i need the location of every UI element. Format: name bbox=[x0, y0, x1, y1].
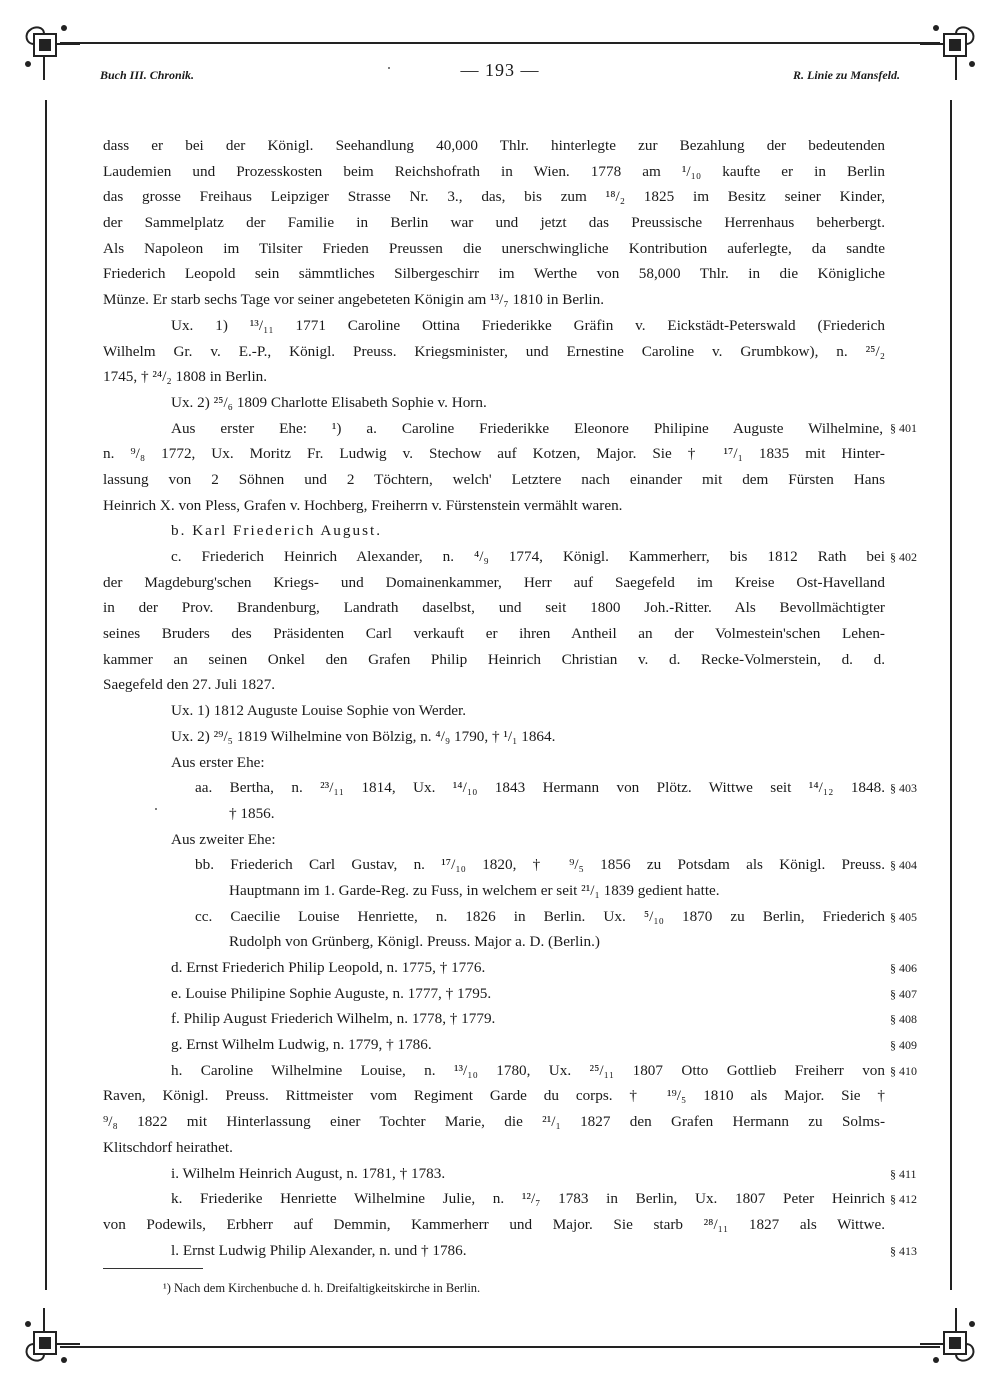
text-line: ⁹/₈ 1822 mit Hinterlassung einer Tochter Marie, die ²¹/₁ 1827 den Grafen Hermann zu Solms- bbox=[103, 1113, 885, 1131]
section-ref-404: § 404 bbox=[890, 858, 917, 872]
text-line: lassung von 2 Söhnen und 2 Töchtern, welch' Letztere nach einander mit dem Fürsten Hans bbox=[103, 470, 885, 488]
section-ref-410: § 410 bbox=[890, 1064, 917, 1078]
text-line: der Sammelplatz der Familie in Berlin war und jetzt das Preussische Herrenhaus beherbergt. bbox=[103, 214, 885, 232]
text-line: n. ⁹/₈ 1772, Ux. Moritz Fr. Ludwig v. Stechow auf Kotzen, Major. Sie † ¹⁷/₁ 1835 mit Hinter- bbox=[103, 445, 885, 463]
text-line: das grosse Freihaus Leipziger Strasse Nr. 3., das, bis zum ¹⁸/₂ 1825 im Besitz seiner Kinder, bbox=[103, 188, 885, 206]
text-line: Aus zweiter Ehe: bbox=[171, 830, 276, 848]
corner-ornament-bottom-left-icon bbox=[20, 1308, 80, 1368]
text-line: in der Prov. Brandenburg, Landrath daselbst, und seit 1800 Joh.-Ritter. Als Bevollmächtigter bbox=[103, 599, 885, 617]
text-line: aa. Bertha, n. ²³/₁₁ 1814, Ux. ¹⁴/₁₀ 1843 Hermann von Plötz. Wittwe seit ¹⁴/₁₂ 1848. bbox=[195, 779, 885, 797]
text-line: Hauptmann im 1. Garde-Reg. zu Fuss, in welchem er seit ²¹/₁ 1839 gedient hatte. bbox=[229, 881, 720, 899]
frame-left-line bbox=[45, 100, 47, 1290]
text-line: Rudolph von Grünberg, Königl. Preuss. Major a. D. (Berlin.) bbox=[229, 933, 600, 951]
text-line: kammer an seinen Onkel den Grafen Philip Heinrich Christian v. d. Recke-Volmerstein, d. d. bbox=[103, 650, 885, 668]
section-ref-403: § 403 bbox=[890, 781, 917, 795]
frame-right-line bbox=[950, 100, 952, 1290]
text-line: Saegefeld den 27. Juli 1827. bbox=[103, 676, 276, 694]
corner-ornament-top-right-icon bbox=[920, 20, 980, 80]
header-left: Buch III. Chronik. bbox=[100, 68, 195, 82]
text-line: l. Ernst Ludwig Philip Alexander, n. und † 1786. bbox=[171, 1241, 467, 1259]
speck bbox=[388, 67, 390, 69]
section-ref-411: § 411 bbox=[890, 1167, 917, 1181]
section-ref-407: § 407 bbox=[890, 987, 917, 1001]
text-line: von Podewils, Erbherr auf Demmin, Kammerherr und Major. Sie starb ²⁸/₁₁ 1827 als Wittwe. bbox=[103, 1215, 885, 1233]
header-right: R. Linie zu Mansfeld. bbox=[792, 68, 900, 82]
frame-top-line bbox=[60, 42, 940, 44]
text-line: Ux. 2) ²⁹/₅ 1819 Wilhelmine von Bölzig, n. ⁴/₉ 1790, † ¹/₁ 1864. bbox=[171, 727, 556, 745]
text-line: † 1856. bbox=[229, 804, 275, 822]
section-ref-409: § 409 bbox=[890, 1038, 917, 1052]
text-line: Als Napoleon im Tilsiter Frieden Preussen die unerschwingliche Kontribution auferlegte, da sandte bbox=[103, 239, 885, 257]
text-line: Ux. 1) ¹³/₁₁ 1771 Caroline Ottina Friederikke Gräfin v. Eickstädt-Peterswald (Friederich bbox=[171, 316, 885, 334]
page-number: — 193 — bbox=[460, 60, 540, 80]
text-line: b. Karl Friederich August. bbox=[171, 522, 383, 540]
text-line: h. Caroline Wilhelmine Louise, n. ¹³/₁₀ 1780, Ux. ²⁵/₁₁ 1807 Otto Gottlieb Freiherr von bbox=[171, 1061, 885, 1079]
text-line: c. Friederich Heinrich Alexander, n. ⁴/₉ 1774, Königl. Kammerherr, bis 1812 Rath bei bbox=[171, 548, 885, 565]
section-ref-406: § 406 bbox=[890, 961, 917, 975]
section-ref-405: § 405 bbox=[890, 910, 917, 924]
text-line: Laudemien und Prozesskosten beim Reichshofrath in Wien. 1778 am ¹/₁₀ kaufte er in Berlin bbox=[103, 162, 885, 180]
section-ref-408: § 408 bbox=[890, 1012, 917, 1026]
text-line: Heinrich X. von Pless, Grafen v. Hochberg, Freiherrn v. Fürstenstein vermählt waren. bbox=[103, 496, 623, 514]
text-line: Wilhelm Gr. v. E.-P., Königl. Preuss. Kriegsminister, und Ernestine Caroline v. Grumbkow), n. ²⁵/₂ bbox=[103, 342, 885, 360]
corner-ornament-top-left-icon bbox=[20, 20, 80, 80]
speck bbox=[155, 808, 157, 810]
footnote-rule bbox=[103, 1268, 203, 1269]
text-line: Münze. Er starb sechs Tage vor seiner angebeteten Königin am ¹³/₇ 1810 in Berlin. bbox=[103, 291, 605, 309]
corner-ornament-bottom-right-icon bbox=[920, 1308, 980, 1368]
text-line: dass er bei der Königl. Seehandlung 40,000 Thlr. hinterlegte zur Bezahlung der bedeutenden bbox=[103, 137, 885, 154]
text-line: Aus erster Ehe: ¹) a. Caroline Friederikke Eleonore Philipine Auguste Wilhelmine, bbox=[171, 419, 883, 437]
section-ref-402: § 402 bbox=[890, 550, 917, 564]
body-text bbox=[103, 133, 885, 1263]
frame-bottom-line bbox=[60, 1346, 940, 1348]
running-header bbox=[100, 60, 900, 90]
section-ref-401: § 401 bbox=[890, 421, 917, 435]
text-line: der Magdeburg'schen Kriegs- und Domainenkammer, Herr auf Saegefeld im Kreise Ost-Havelland bbox=[103, 573, 885, 591]
text-line: Friederich Leopold sein sämmtliches Silbergeschirr im Werthe von 58,000 Thlr. in die Königliche bbox=[103, 265, 885, 283]
text-line: bb. Friederich Carl Gustav, n. ¹⁷/₁₀ 1820, † ⁹/₅ 1856 zu Potsdam als Königl. Preuss. bbox=[195, 856, 885, 874]
text-line: Aus erster Ehe: bbox=[171, 753, 265, 771]
text-line: Ux. 1) 1812 Auguste Louise Sophie von Werder. bbox=[171, 702, 467, 720]
text-line: cc. Caecilie Louise Henriette, n. 1826 in Berlin. Ux. ⁵/₁₀ 1870 zu Berlin, Friederich bbox=[195, 907, 885, 925]
text-line: e. Louise Philipine Sophie Auguste, n. 1777, † 1795. bbox=[171, 984, 492, 1002]
text-line: seines Bruders des Präsidenten Carl verkauft er ihren Antheil an der Volmestein'schen Lehen- bbox=[103, 625, 885, 643]
text-line: i. Wilhelm Heinrich August, n. 1781, † 1783. bbox=[171, 1164, 446, 1182]
text-line: 1745, † ²⁴/₂ 1808 in Berlin. bbox=[103, 368, 268, 386]
text-line: g. Ernst Wilhelm Ludwig, n. 1779, † 1786. bbox=[171, 1036, 432, 1054]
text-line: Ux. 2) ²⁵/₆ 1809 Charlotte Elisabeth Sophie v. Horn. bbox=[171, 393, 487, 411]
text-line: Klitschdorf heirathet. bbox=[103, 1138, 233, 1156]
section-ref-413: § 413 bbox=[890, 1244, 917, 1258]
text-line: Raven, Königl. Preuss. Rittmeister vom Regiment Garde du corps. † ¹⁹/₅ 1810 als Major. Sie † bbox=[103, 1087, 885, 1105]
text-line: f. Philip August Friederich Wilhelm, n. 1778, † 1779. bbox=[171, 1010, 496, 1028]
footnote: ¹) Nach dem Kirchenbuche d. h. Dreifaltigkeitskirche in Berlin. bbox=[163, 1281, 481, 1295]
text-line: d. Ernst Friederich Philip Leopold, n. 1775, † 1776. bbox=[171, 959, 486, 976]
section-ref-412: § 412 bbox=[890, 1192, 917, 1206]
text-line: k. Friederike Henriette Wilhelmine Julie, n. ¹²/₇ 1783 in Berlin, Ux. 1807 Peter Heinrich bbox=[171, 1190, 885, 1208]
